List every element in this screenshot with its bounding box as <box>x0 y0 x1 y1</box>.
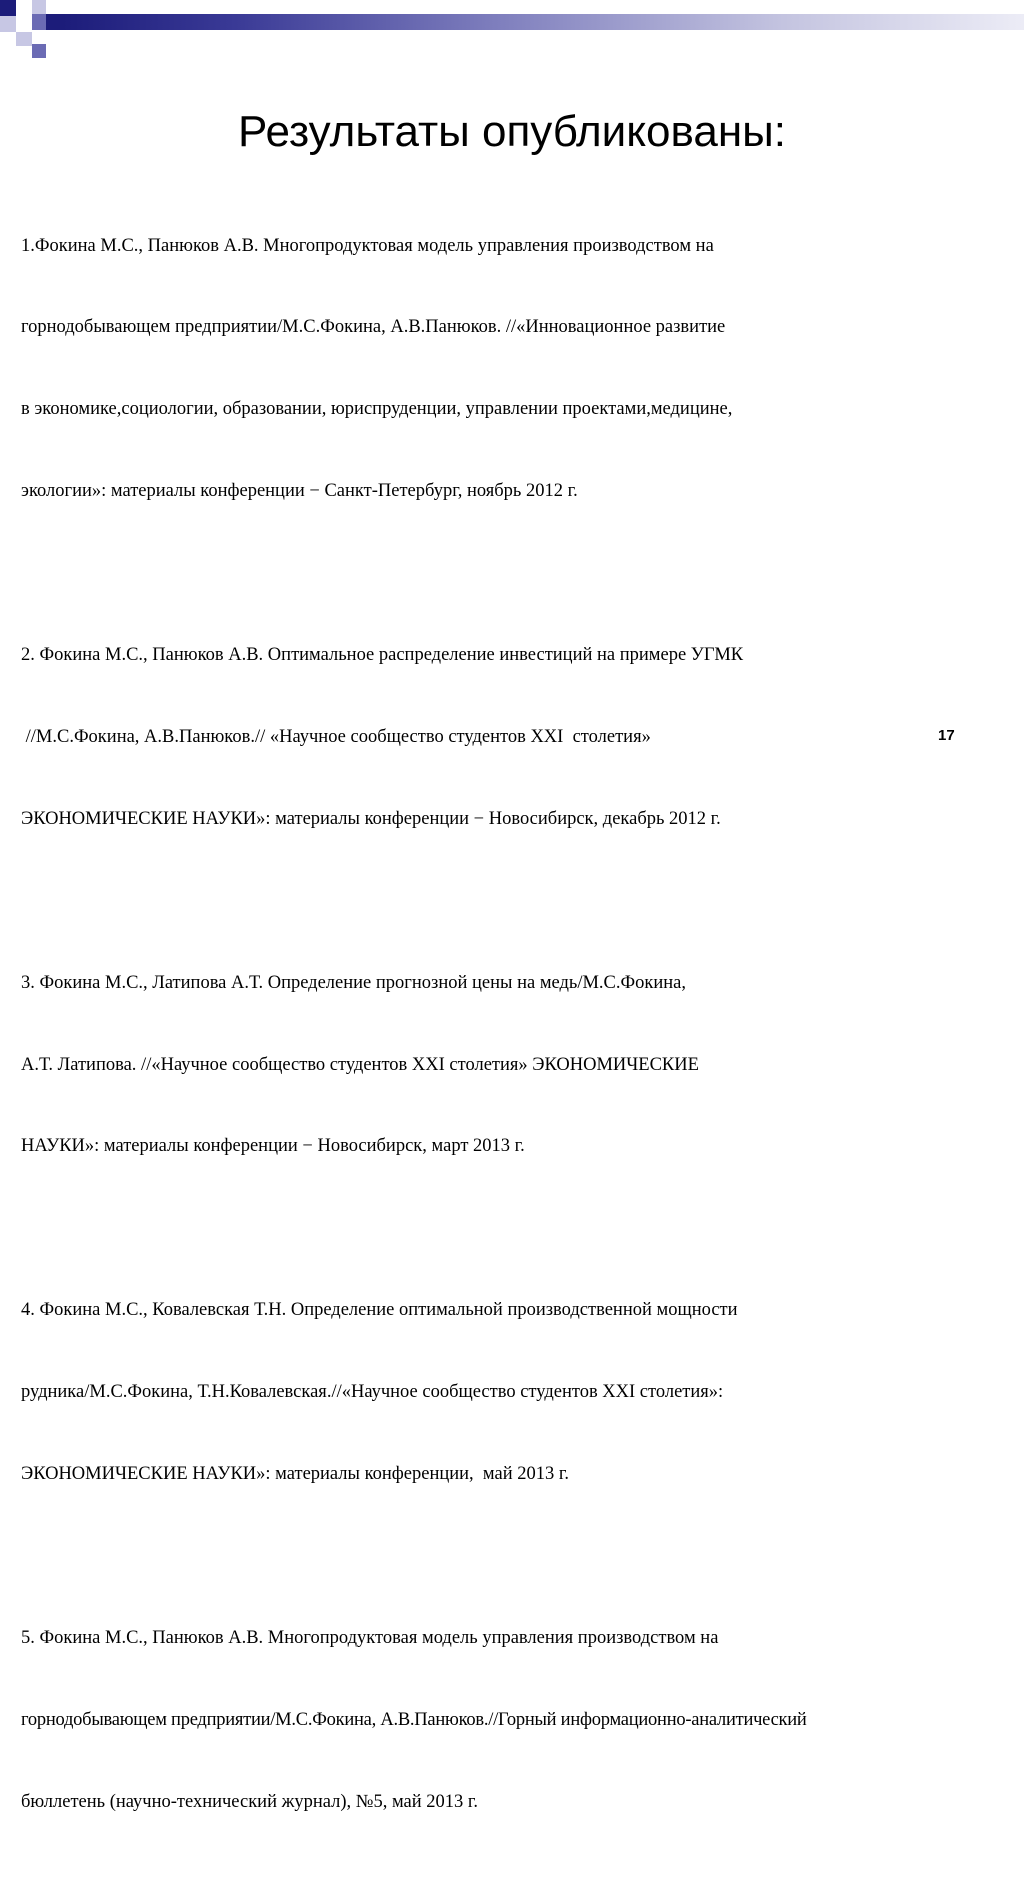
reference-item <box>21 1570 1021 1870</box>
reference-line: НАУКИ»: материалы конференции − Новосибирск, март 2013 г. <box>21 1136 525 1157</box>
reference-line: бюллетень (научно-технический журнал), №5, май 2013 г. <box>21 1791 479 1812</box>
reference-line: 4. Фокина М.С., Ковалевская Т.Н. Определение оптимальной производственной мощности <box>21 1300 738 1321</box>
header-gradient-bar <box>62 14 1024 30</box>
reference-line: экологии»: материалы конференции − Санкт-Петербург, ноябрь 2012 г. <box>21 481 578 502</box>
reference-line: рудника/М.С.Фокина, Т.Н.Ковалевская.//«Научное сообщество студентов XXI столетия»: <box>21 1382 724 1403</box>
deco-square <box>32 44 46 58</box>
deco-square <box>0 0 16 16</box>
deco-square <box>0 16 16 32</box>
deco-square <box>16 16 32 32</box>
reference-line: ЭКОНОМИЧЕСКИЕ НАУКИ»: материалы конференции − Новосибирск, декабрь 2012 г. <box>21 808 721 829</box>
header-decoration <box>0 0 1024 62</box>
reference-line: 2. Фокина М.С., Панюков А.В. Оптимальное распределение инвестиций на примере УГМК <box>21 645 744 666</box>
deco-square <box>32 30 46 44</box>
reference-line: //М.С.Фокина, А.В.Панюков.// «Научное сообщество студентов XXI столетия» <box>21 726 651 747</box>
deco-square <box>46 0 62 14</box>
reference-line: А.Т. Латипова. //«Научное сообщество студентов XXI столетия» ЭКОНОМИЧЕСКИЕ <box>21 1054 699 1075</box>
deco-square <box>16 32 32 46</box>
deco-square <box>32 14 46 30</box>
reference-line: горнодобывающем предприятии/М.С.Фокина, А.В.Панюков.//Горный информационно-аналитический <box>21 1709 807 1730</box>
reference-item <box>21 1243 1021 1543</box>
deco-square <box>46 14 62 30</box>
slide-title: Результаты опубликованы: <box>238 107 786 156</box>
deco-square <box>32 0 46 14</box>
reference-line: 5. Фокина М.С., Панюков А.В. Многопродуктовая модель управления производством на <box>21 1627 719 1648</box>
slide-number: 17 <box>938 727 955 744</box>
reference-line: в экономике,социологии, образовании, юриспруденции, управлении проектами,медицине, <box>21 399 733 420</box>
reference-item <box>21 915 1021 1215</box>
reference-item <box>21 178 1021 560</box>
reference-line: ЭКОНОМИЧЕСКИЕ НАУКИ»: материалы конференции, май 2013 г. <box>21 1463 569 1484</box>
reference-line: горнодобывающем предприятии/М.С.Фокина, А.В.Панюков. //«Инновационное развитие <box>21 317 726 338</box>
deco-square <box>16 0 32 16</box>
references-list <box>21 178 1021 1898</box>
reference-line: 1.Фокина М.С., Панюков А.В. Многопродуктовая модель управления производством на <box>21 235 714 256</box>
reference-item <box>21 587 1021 887</box>
reference-line: 3. Фокина М.С., Латипова А.Т. Определение прогнозной цены на медь/М.С.Фокина, <box>21 972 687 993</box>
